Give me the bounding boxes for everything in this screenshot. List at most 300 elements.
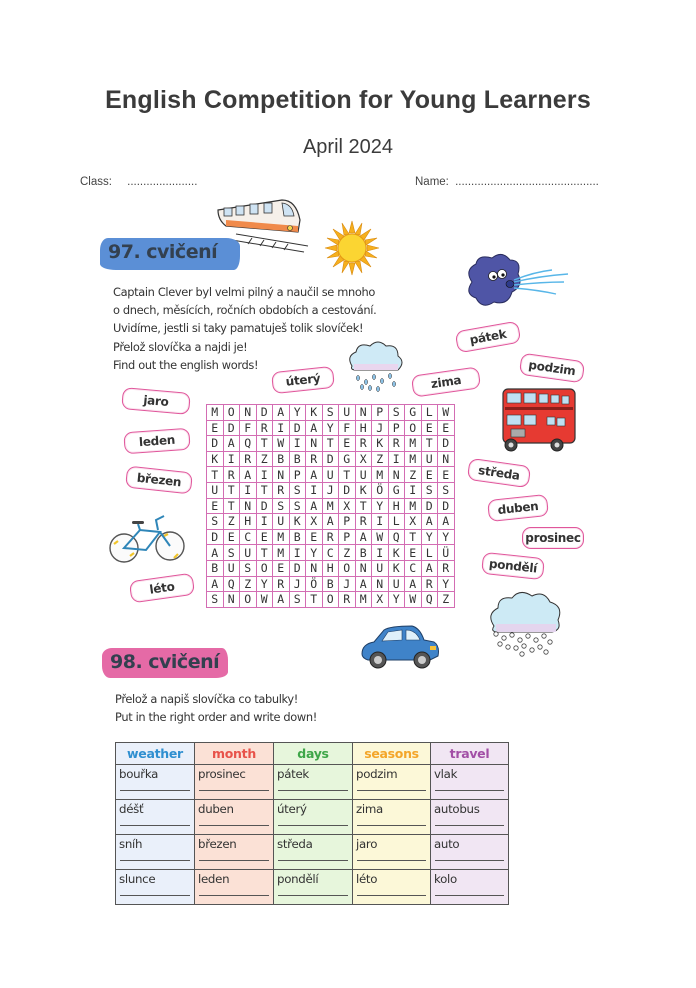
word-tag-prosinec[interactable]: prosinec <box>522 527 584 549</box>
grid-cell[interactable]: D <box>207 436 224 452</box>
grid-cell[interactable]: B <box>322 576 339 592</box>
answer-line[interactable] <box>435 825 504 826</box>
grid-cell[interactable]: W <box>273 436 290 452</box>
class-field[interactable] <box>80 176 197 188</box>
czech-word: déšť <box>119 802 144 816</box>
answer-line[interactable] <box>278 825 348 826</box>
vocabulary-table <box>115 742 509 905</box>
column-header-travel: travel <box>431 743 509 765</box>
czech-word: kolo <box>434 872 457 886</box>
grid-cell[interactable]: E <box>421 467 438 483</box>
grid-cell[interactable]: X <box>306 514 323 530</box>
grid-cell[interactable]: R <box>438 560 455 576</box>
czech-word: auto <box>434 837 460 851</box>
grid-cell[interactable]: N <box>223 592 240 608</box>
grid-cell[interactable]: S <box>438 482 455 498</box>
page-title: English Competition for Young Learners <box>105 86 591 114</box>
grid-cell[interactable]: Ö <box>306 576 323 592</box>
word-tag-brezen[interactable]: březen <box>125 466 193 495</box>
grid-row <box>207 514 455 530</box>
word-tag-utery[interactable]: úterý <box>271 366 335 394</box>
grid-cell[interactable]: N <box>306 436 323 452</box>
answer-line[interactable] <box>120 895 190 896</box>
grid-cell[interactable]: Y <box>421 529 438 545</box>
grid-row <box>207 405 455 421</box>
grid-cell[interactable]: A <box>207 576 224 592</box>
grid-cell[interactable]: E <box>421 420 438 436</box>
grid-cell[interactable]: Ü <box>438 545 455 561</box>
word-tag-streda[interactable]: středa <box>467 458 531 488</box>
grid-cell[interactable]: E <box>207 498 224 514</box>
grid-cell[interactable]: T <box>223 482 240 498</box>
grid-cell[interactable]: H <box>355 420 372 436</box>
grid-cell[interactable]: Y <box>438 576 455 592</box>
answer-line[interactable] <box>278 790 348 791</box>
grid-cell[interactable]: O <box>339 560 356 576</box>
grid-cell[interactable]: D <box>289 420 306 436</box>
grid-cell[interactable]: A <box>421 560 438 576</box>
grid-cell[interactable]: Z <box>372 451 389 467</box>
grid-cell[interactable]: L <box>421 545 438 561</box>
grid-cell[interactable]: I <box>223 451 240 467</box>
answer-line[interactable] <box>199 860 269 861</box>
grid-cell[interactable]: I <box>388 451 405 467</box>
grid-cell[interactable]: N <box>438 451 455 467</box>
grid-cell[interactable]: U <box>207 482 224 498</box>
table-cell <box>431 800 509 835</box>
grid-cell[interactable]: B <box>289 529 306 545</box>
grid-cell[interactable]: W <box>405 592 422 608</box>
table-cell <box>353 765 431 800</box>
name-field[interactable] <box>415 176 599 188</box>
grid-cell[interactable]: R <box>273 576 290 592</box>
grid-cell[interactable]: A <box>438 514 455 530</box>
name-blank[interactable]: ............................................. <box>455 176 599 188</box>
table-cell <box>353 870 431 905</box>
czech-word: prosinec <box>198 767 246 781</box>
word-search-grid[interactable] <box>206 404 455 608</box>
grid-cell[interactable]: P <box>289 467 306 483</box>
grid-cell[interactable]: E <box>339 436 356 452</box>
grid-cell[interactable]: U <box>372 560 389 576</box>
grid-cell[interactable]: O <box>240 592 257 608</box>
grid-cell[interactable]: Q <box>240 436 257 452</box>
grid-cell[interactable]: Y <box>289 405 306 421</box>
grid-cell[interactable]: R <box>339 592 356 608</box>
answer-line[interactable] <box>278 860 348 861</box>
czech-word: sníh <box>119 837 143 851</box>
table-cell <box>116 800 195 835</box>
grid-cell[interactable]: M <box>207 405 224 421</box>
grid-row <box>207 482 455 498</box>
czech-word: zima <box>356 802 383 816</box>
grid-cell[interactable]: J <box>322 482 339 498</box>
car-icon <box>358 624 442 672</box>
grid-cell[interactable]: Z <box>438 592 455 608</box>
grid-cell[interactable]: T <box>256 545 273 561</box>
answer-line[interactable] <box>120 790 190 791</box>
instruction-line: Find out the english words! <box>113 357 259 372</box>
grid-cell[interactable]: T <box>421 436 438 452</box>
grid-cell[interactable]: R <box>322 529 339 545</box>
grid-cell[interactable]: R <box>240 451 257 467</box>
czech-word: bouřka <box>119 767 159 781</box>
grid-cell[interactable]: I <box>240 482 257 498</box>
table-cell <box>431 870 509 905</box>
double-decker-bus-icon <box>497 385 579 455</box>
grid-cell[interactable]: A <box>240 467 257 483</box>
grid-row <box>207 498 455 514</box>
grid-cell[interactable]: U <box>322 467 339 483</box>
grid-cell[interactable]: A <box>405 576 422 592</box>
grid-cell[interactable]: W <box>372 529 389 545</box>
grid-cell[interactable]: U <box>240 545 257 561</box>
grid-cell[interactable]: Y <box>322 420 339 436</box>
answer-line[interactable] <box>435 860 504 861</box>
grid-cell[interactable]: K <box>372 436 389 452</box>
grid-cell[interactable]: E <box>438 420 455 436</box>
grid-cell[interactable]: I <box>372 545 389 561</box>
grid-cell[interactable]: D <box>438 436 455 452</box>
answer-line[interactable] <box>199 895 269 896</box>
grid-row <box>207 592 455 608</box>
grid-cell[interactable]: A <box>273 592 290 608</box>
table-cell <box>274 870 353 905</box>
column-header-month: month <box>195 743 274 765</box>
answer-line[interactable] <box>435 790 504 791</box>
word-tag-podzim[interactable]: podzim <box>519 353 585 384</box>
column-header-seasons: seasons <box>353 743 431 765</box>
grid-cell[interactable]: N <box>388 467 405 483</box>
grid-cell[interactable]: X <box>339 498 356 514</box>
answer-line[interactable] <box>357 895 426 896</box>
grid-cell[interactable]: P <box>339 529 356 545</box>
grid-cell[interactable]: I <box>273 420 290 436</box>
grid-cell[interactable]: N <box>273 467 290 483</box>
grid-cell[interactable]: Y <box>372 498 389 514</box>
czech-word: slunce <box>119 872 156 886</box>
grid-cell[interactable]: S <box>289 482 306 498</box>
grid-cell[interactable]: S <box>289 498 306 514</box>
grid-cell[interactable]: K <box>207 451 224 467</box>
answer-line[interactable] <box>199 790 269 791</box>
grid-cell[interactable]: M <box>355 592 372 608</box>
grid-cell[interactable]: Q <box>421 592 438 608</box>
grid-row <box>207 467 455 483</box>
grid-row <box>207 560 455 576</box>
grid-cell[interactable]: D <box>322 451 339 467</box>
grid-cell[interactable]: B <box>273 451 290 467</box>
grid-cell[interactable]: T <box>339 467 356 483</box>
grid-cell[interactable]: T <box>405 529 422 545</box>
grid-cell[interactable]: I <box>405 482 422 498</box>
grid-cell[interactable]: D <box>256 405 273 421</box>
wind-cloud-icon <box>460 252 570 312</box>
grid-cell[interactable]: B <box>355 545 372 561</box>
grid-cell[interactable]: A <box>306 498 323 514</box>
grid-cell[interactable]: Z <box>240 576 257 592</box>
exercise-98-heading: 98. cvičení <box>110 651 220 673</box>
grid-cell[interactable]: T <box>256 436 273 452</box>
class-label: Class: <box>80 176 112 188</box>
grid-cell[interactable]: I <box>372 514 389 530</box>
grid-cell[interactable]: M <box>322 498 339 514</box>
grid-cell[interactable]: E <box>306 529 323 545</box>
grid-cell[interactable]: Y <box>256 576 273 592</box>
grid-cell[interactable]: U <box>421 451 438 467</box>
grid-cell[interactable]: Z <box>405 467 422 483</box>
grid-cell[interactable]: Y <box>388 592 405 608</box>
grid-cell[interactable]: F <box>339 420 356 436</box>
table-cell <box>274 765 353 800</box>
grid-cell[interactable]: T <box>207 467 224 483</box>
table-row <box>116 800 509 835</box>
czech-word: středa <box>277 837 313 851</box>
word-tag-zima[interactable]: zima <box>411 366 481 397</box>
grid-cell[interactable]: A <box>355 576 372 592</box>
grid-cell[interactable]: S <box>322 405 339 421</box>
grid-cell[interactable]: P <box>339 514 356 530</box>
answer-line[interactable] <box>120 825 190 826</box>
grid-cell[interactable]: A <box>355 529 372 545</box>
grid-cell[interactable]: E <box>207 420 224 436</box>
grid-cell[interactable]: I <box>306 482 323 498</box>
czech-word: leden <box>198 872 230 886</box>
grid-cell[interactable]: J <box>289 576 306 592</box>
word-tag-jaro[interactable]: jaro <box>121 387 191 415</box>
grid-cell[interactable]: M <box>405 451 422 467</box>
czech-word: duben <box>198 802 234 816</box>
grid-cell[interactable]: A <box>223 436 240 452</box>
grid-cell[interactable]: R <box>256 420 273 436</box>
answer-line[interactable] <box>357 860 426 861</box>
grid-cell[interactable]: S <box>289 592 306 608</box>
grid-cell[interactable]: O <box>256 560 273 576</box>
grid-cell[interactable]: I <box>256 467 273 483</box>
grid-cell[interactable]: I <box>289 545 306 561</box>
grid-cell[interactable]: F <box>240 420 257 436</box>
grid-cell[interactable]: B <box>289 451 306 467</box>
grid-cell[interactable]: E <box>256 529 273 545</box>
grid-cell[interactable]: Q <box>388 529 405 545</box>
grid-cell[interactable]: K <box>355 482 372 498</box>
grid-cell[interactable]: D <box>339 482 356 498</box>
answer-line[interactable] <box>357 825 426 826</box>
grid-cell[interactable]: M <box>405 436 422 452</box>
grid-cell[interactable]: A <box>306 420 323 436</box>
grid-cell[interactable]: Z <box>223 514 240 530</box>
grid-row <box>207 545 455 561</box>
grid-cell[interactable]: X <box>355 451 372 467</box>
grid-cell[interactable]: C <box>322 545 339 561</box>
grid-cell[interactable]: N <box>355 405 372 421</box>
grid-cell[interactable]: O <box>322 592 339 608</box>
grid-cell[interactable]: L <box>421 405 438 421</box>
grid-cell[interactable]: E <box>223 529 240 545</box>
word-tag-leto[interactable]: léto <box>129 573 195 604</box>
grid-cell[interactable]: K <box>388 545 405 561</box>
grid-cell[interactable]: M <box>273 529 290 545</box>
grid-cell[interactable]: R <box>355 436 372 452</box>
grid-cell[interactable]: D <box>207 529 224 545</box>
grid-cell[interactable]: R <box>306 451 323 467</box>
grid-cell[interactable]: H <box>322 560 339 576</box>
grid-cell[interactable]: H <box>388 498 405 514</box>
grid-cell[interactable]: N <box>355 560 372 576</box>
grid-cell[interactable]: T <box>355 498 372 514</box>
grid-cell[interactable]: X <box>405 514 422 530</box>
grid-cell[interactable]: H <box>240 514 257 530</box>
class-blank[interactable]: ...................... <box>127 176 198 188</box>
instruction-line: Přelož a napiš slovíčka co tabulky! <box>115 692 298 706</box>
grid-cell[interactable]: O <box>405 420 422 436</box>
grid-cell[interactable]: E <box>438 467 455 483</box>
name-label: Name: <box>415 176 449 188</box>
instruction-line: Put in the right order and write down! <box>115 710 317 725</box>
table-cell <box>353 835 431 870</box>
table-cell <box>195 765 274 800</box>
grid-cell[interactable]: S <box>421 482 438 498</box>
grid-cell[interactable]: G <box>388 482 405 498</box>
grid-cell[interactable]: K <box>289 514 306 530</box>
page-date: April 2024 <box>302 136 394 158</box>
exercise-98-instructions <box>115 690 317 726</box>
grid-cell[interactable]: T <box>306 592 323 608</box>
grid-cell[interactable]: M <box>372 467 389 483</box>
grid-cell[interactable]: Y <box>438 529 455 545</box>
table-row <box>116 765 509 800</box>
word-tag-duben[interactable]: duben <box>487 494 549 522</box>
grid-cell[interactable]: S <box>207 514 224 530</box>
instruction-line: o dnech, měsících, ročních obdobích a cestování. <box>113 303 377 318</box>
czech-word: léto <box>356 872 378 886</box>
grid-cell[interactable]: S <box>207 592 224 608</box>
answer-line[interactable] <box>199 825 269 826</box>
grid-cell[interactable]: S <box>273 498 290 514</box>
grid-cell[interactable]: A <box>273 405 290 421</box>
grid-cell[interactable]: U <box>355 467 372 483</box>
grid-cell[interactable]: N <box>240 498 257 514</box>
grid-cell[interactable]: U <box>388 576 405 592</box>
word-tag-patek[interactable]: pátek <box>455 321 522 354</box>
czech-word: vlak <box>434 767 458 781</box>
table-cell <box>431 835 509 870</box>
grid-cell[interactable]: K <box>388 560 405 576</box>
table-cell <box>116 765 195 800</box>
answer-line[interactable] <box>278 895 348 896</box>
table-cell <box>195 800 274 835</box>
grid-cell[interactable]: Q <box>223 576 240 592</box>
grid-cell[interactable]: R <box>421 576 438 592</box>
grid-cell[interactable]: N <box>240 405 257 421</box>
grid-cell[interactable]: W <box>438 405 455 421</box>
grid-cell[interactable]: G <box>405 405 422 421</box>
grid-cell[interactable]: K <box>306 405 323 421</box>
answer-line[interactable] <box>435 895 504 896</box>
grid-cell[interactable]: T <box>256 482 273 498</box>
table-row <box>116 870 509 905</box>
grid-cell[interactable]: L <box>388 514 405 530</box>
grid-cell[interactable]: A <box>421 514 438 530</box>
grid-cell[interactable]: R <box>273 482 290 498</box>
instruction-line: Přelož slovíčka a najdi je! <box>113 339 248 354</box>
grid-cell[interactable]: D <box>289 560 306 576</box>
grid-cell[interactable]: Z <box>256 451 273 467</box>
answer-line[interactable] <box>120 860 190 861</box>
grid-cell[interactable]: S <box>240 560 257 576</box>
grid-cell[interactable]: Ö <box>372 482 389 498</box>
grid-cell[interactable]: I <box>289 436 306 452</box>
grid-cell[interactable]: M <box>405 498 422 514</box>
exercise-98-badge <box>102 648 228 678</box>
czech-word: autobus <box>434 802 480 816</box>
grid-cell[interactable]: S <box>388 405 405 421</box>
grid-cell[interactable]: C <box>240 529 257 545</box>
grid-cell[interactable]: U <box>273 514 290 530</box>
grid-cell[interactable]: T <box>322 436 339 452</box>
grid-cell[interactable]: Z <box>339 545 356 561</box>
grid-cell[interactable]: P <box>388 420 405 436</box>
exercise-97-heading: 97. cvičení <box>108 241 218 263</box>
table-cell <box>431 765 509 800</box>
grid-cell[interactable]: I <box>256 514 273 530</box>
grid-cell[interactable]: A <box>306 467 323 483</box>
grid-cell[interactable]: B <box>207 560 224 576</box>
grid-cell[interactable]: G <box>339 451 356 467</box>
grid-cell[interactable]: M <box>273 545 290 561</box>
grid-cell[interactable]: E <box>273 560 290 576</box>
grid-cell[interactable]: R <box>223 467 240 483</box>
grid-cell[interactable]: J <box>339 576 356 592</box>
grid-cell[interactable]: J <box>372 420 389 436</box>
grid-cell[interactable]: D <box>223 420 240 436</box>
grid-cell[interactable]: Y <box>306 545 323 561</box>
word-tag-pondeli[interactable]: pondělí <box>481 552 545 580</box>
grid-cell[interactable]: X <box>372 592 389 608</box>
grid-cell[interactable]: T <box>223 498 240 514</box>
grid-cell[interactable]: N <box>372 576 389 592</box>
grid-cell[interactable]: R <box>355 514 372 530</box>
table-cell <box>274 800 353 835</box>
bicycle-icon <box>104 508 188 568</box>
grid-cell[interactable]: W <box>256 592 273 608</box>
grid-cell[interactable]: N <box>306 560 323 576</box>
grid-cell[interactable]: A <box>207 545 224 561</box>
grid-row <box>207 576 455 592</box>
grid-cell[interactable]: P <box>372 405 389 421</box>
table-cell <box>353 800 431 835</box>
table-cell <box>116 870 195 905</box>
grid-cell[interactable]: C <box>405 560 422 576</box>
answer-line[interactable] <box>357 790 426 791</box>
word-tag-leden[interactable]: leden <box>123 428 190 455</box>
grid-cell[interactable]: D <box>438 498 455 514</box>
grid-cell[interactable]: U <box>339 405 356 421</box>
grid-cell[interactable]: D <box>256 498 273 514</box>
czech-word: jaro <box>356 837 378 851</box>
grid-cell[interactable]: S <box>223 545 240 561</box>
grid-cell[interactable]: A <box>322 514 339 530</box>
grid-cell[interactable]: D <box>421 498 438 514</box>
hail-cloud-icon <box>486 590 566 658</box>
exercise-97-badge <box>100 238 240 270</box>
grid-cell[interactable]: O <box>223 405 240 421</box>
grid-cell[interactable]: U <box>223 560 240 576</box>
instruction-line: Uvidíme, jestli si taky pamatuješ tolik slovíček! <box>113 321 364 336</box>
grid-cell[interactable]: E <box>405 545 422 561</box>
table-cell <box>116 835 195 870</box>
grid-cell[interactable]: R <box>388 436 405 452</box>
